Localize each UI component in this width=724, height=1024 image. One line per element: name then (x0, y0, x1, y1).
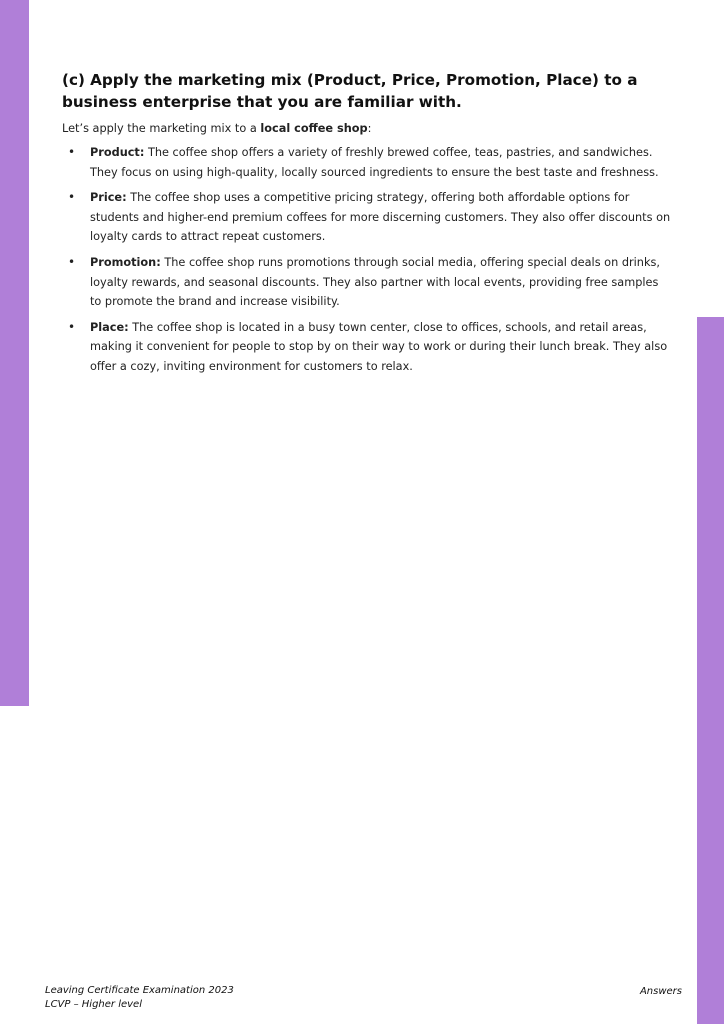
answer-content (62, 69, 672, 383)
footer-line-2: LCVP – Higher level (45, 999, 142, 1010)
left-accent-bar (0, 0, 29, 706)
bullet-icon: • (68, 190, 76, 205)
footer-section-label: Answers (639, 986, 682, 997)
item-term: Place: (90, 320, 129, 334)
item-term: Price: (90, 191, 127, 205)
question-heading: (c) Apply the marketing mix (Product, Price, Promotion, Place) to a business enterprise that you are familiar with. (62, 71, 638, 111)
intro-emphasis: local coffee shop (260, 122, 368, 135)
intro-suffix: : (367, 122, 372, 135)
item-text: The coffee shop uses a competitive pricing strategy, offering both affordable options for students and higher-end premium coffees for more discerning customers. They also offer discounts on loyalty cards to attract repeat customers. (90, 191, 671, 244)
list-item-price (62, 188, 672, 247)
footer-exam-info (45, 984, 234, 1012)
bullet-icon: • (68, 319, 76, 334)
bullet-icon: • (68, 254, 76, 269)
right-accent-bar (697, 317, 724, 1024)
list-item-promotion (62, 253, 672, 312)
list-item-product (62, 143, 672, 182)
item-text: The coffee shop is located in a busy town center, close to offices, schools, and retail areas, making it convenient for people to stop by on their way to work or during their lunch break. They also offer a cozy, inviting environment for customers to relax. (90, 320, 668, 373)
intro-prefix: Let’s apply the marketing mix to a (62, 122, 261, 135)
item-term: Product: (90, 146, 145, 159)
marketing-mix-list (62, 143, 672, 377)
list-item-place (62, 318, 672, 377)
footer-line-1: Leaving Certificate Examination 2023 (45, 985, 234, 996)
intro-paragraph (62, 119, 672, 139)
item-text: The coffee shop runs promotions through social media, offering special deals on drinks, loyalty rewards, and seasonal discounts. They also partner with local events, providing free samples to promote the brand and increase visibility. (90, 255, 660, 309)
bullet-icon: • (68, 145, 76, 159)
item-term: Promotion: (90, 255, 161, 269)
item-text: The coffee shop offers a variety of freshly brewed coffee, teas, pastries, and sandwiches. They focus on using high-quality, locally sourced ingredients to ensure the best taste and freshness. (90, 146, 659, 179)
